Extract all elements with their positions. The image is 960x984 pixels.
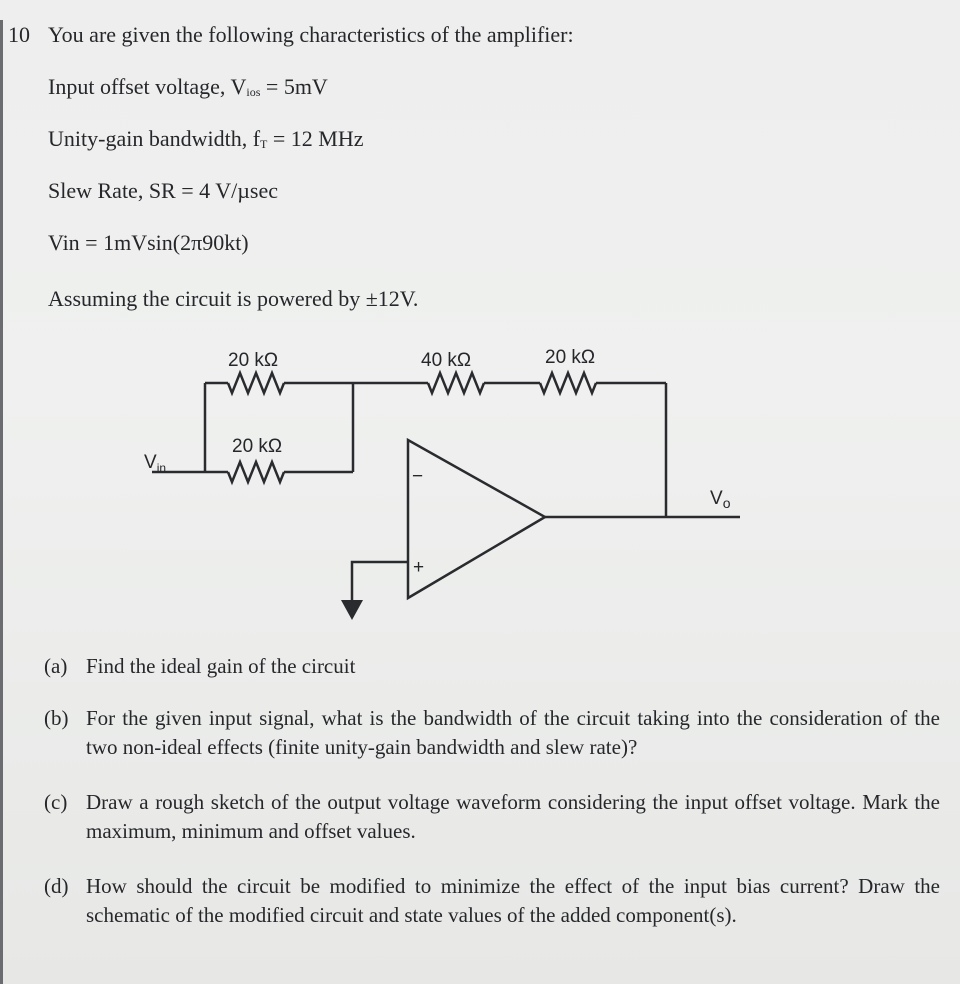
- resistor-input: [228, 462, 284, 482]
- spec-offset-sub: ios: [246, 85, 261, 99]
- label-vin: [144, 452, 166, 475]
- resistor-top-right: [540, 373, 596, 393]
- label-r-top-left: 20 kΩ: [228, 350, 279, 371]
- opamp-plus: +: [413, 557, 425, 578]
- wire-ground: [352, 562, 408, 602]
- part-d-label: (d): [44, 874, 69, 898]
- part-d-text: How should the circuit be modified to minimize the effect of the input bias current? Draw the schematic of the modified circuit and state values of the added component(s).: [86, 874, 940, 927]
- part-a-label: (a): [44, 654, 68, 678]
- label-vo-sub: o: [722, 495, 731, 511]
- spec-bw-sub: T: [260, 137, 268, 151]
- power-statement: Assuming the circuit is powered by ±12V.: [48, 286, 419, 311]
- resistor-top-left: [228, 373, 284, 393]
- label-r-top-right: 20 kΩ: [545, 347, 596, 368]
- part-a-text: Find the ideal gain of the circuit: [86, 654, 356, 678]
- label-vin-main: V: [144, 452, 157, 473]
- spec-bw-value: = 12 MHz: [267, 126, 364, 151]
- part-c-label: (c): [44, 790, 68, 814]
- part-b-label: (b): [44, 706, 69, 730]
- circuit-schematic: [0, 330, 960, 630]
- question-number: 10: [8, 22, 30, 47]
- question-intro: You are given the following characteristics of the amplifier:: [48, 22, 574, 47]
- part-b-text: For the given input signal, what is the bandwidth of the circuit taking into the consideration of the two non-ideal effects (finite unity-gain bandwidth and slew rate)?: [86, 706, 940, 759]
- spec-slew-rate: Slew Rate, SR = 4 V/µsec: [48, 178, 279, 203]
- spec-offset-value: = 5mV: [260, 74, 328, 99]
- label-vo-main: V: [710, 488, 723, 509]
- ground-symbol: [341, 600, 363, 620]
- spec-offset-voltage: [48, 74, 328, 100]
- spec-bw-label: Unity-gain bandwidth, f: [48, 126, 261, 151]
- spec-vin: Vin = 1mVsin(2π90kt): [48, 230, 249, 255]
- resistor-top-mid: [428, 373, 484, 393]
- label-r-input: 20 kΩ: [232, 436, 283, 457]
- label-r-top-mid: 40 kΩ: [421, 350, 472, 371]
- opamp-minus: −: [412, 466, 424, 487]
- op-amp: [408, 440, 545, 598]
- part-c-text: Draw a rough sketch of the output voltage waveform considering the input offset voltage. Mark the maximum, minimum and offset values.: [86, 790, 940, 843]
- spec-bandwidth: [48, 126, 364, 152]
- label-vo: [710, 488, 731, 511]
- label-vin-sub: in: [156, 461, 167, 475]
- spec-offset-label: Input offset voltage, V: [48, 74, 247, 99]
